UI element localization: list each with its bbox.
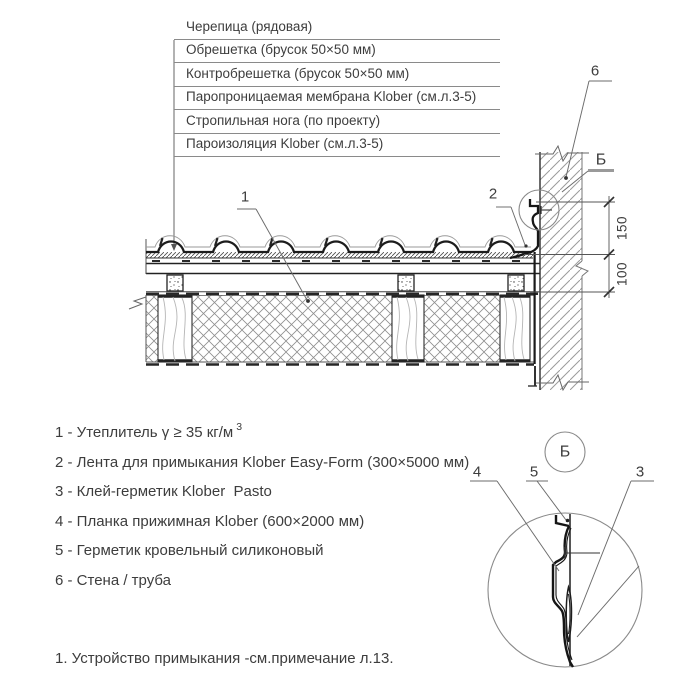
detail-view-title: Б [559, 443, 571, 461]
legend-text: 2 - Лента для примыкания Klober Easy-Form (300×5000 мм) [55, 454, 470, 471]
layer-label-membrane: Паропроницаемая мембрана Klober (см.л.3-5) [174, 90, 500, 110]
detail-view [470, 432, 654, 667]
layer-label-batten: Обрешетка (брусок 50×50 мм) [174, 43, 500, 63]
detail-callout-3-label: 3 [635, 463, 645, 481]
legend-text: 5 - Герметик кровельный силиконовый [55, 542, 324, 559]
legend-item-adhesive [55, 479, 275, 500]
legend-item-wall [55, 568, 174, 589]
dimension-100: 100 [614, 261, 630, 287]
legend-text: 3 - Клей-герметик Klober Pasto [55, 483, 272, 500]
counter-battens [167, 275, 524, 291]
footnote: 1. Устройство примыкания -см.примечание л.13. [55, 650, 394, 667]
legend-item-insulation [55, 420, 242, 441]
legend-text: 6 - Стена / труба [55, 572, 171, 589]
legend-item-sealant [55, 538, 327, 559]
tile-layer [146, 236, 533, 263]
detail-callout-4-label: 4 [472, 463, 482, 481]
wall-section [528, 146, 589, 390]
callout-6-label: 6 [590, 62, 600, 80]
legend-item-tape [55, 450, 472, 471]
legend-superscript: 3 [236, 421, 243, 433]
batten-board [146, 263, 540, 274]
legend-item-clamp-strip [55, 509, 367, 530]
layer-label-rafter: Стропильная нога (по проекту) [174, 114, 500, 134]
layer-label-tile: Черепица (рядовая) [174, 20, 500, 40]
layer-label-vapour-barrier: Пароизоляция Klober (см.л.3-5) [174, 137, 500, 157]
detail-callout-5-label: 5 [529, 463, 539, 481]
legend-text: 1 - Утеплитель γ ≥ 35 кг/м [55, 424, 234, 441]
callout-2-label: 2 [488, 185, 498, 203]
detail-marker-label: Б [595, 151, 607, 169]
callout-1-label: 1 [240, 188, 250, 206]
dimension-150: 150 [614, 215, 630, 241]
legend-text: 4 - Планка прижимная Klober (600×2000 мм) [55, 513, 365, 530]
layer-label-counter-batten: Контробрешетка (брусок 50×50 мм) [174, 67, 500, 87]
